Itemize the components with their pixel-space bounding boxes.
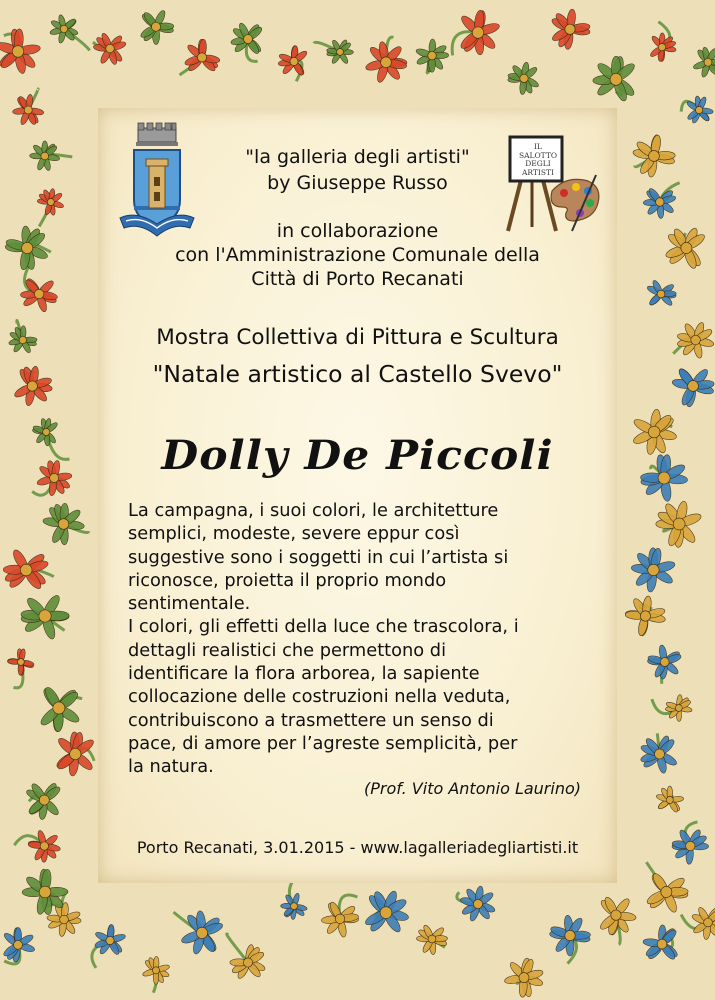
exhibition-title: "Natale artistico al Castello Svevo" [152, 360, 563, 388]
critique-line: identificare la flora arborea, la sapiente [128, 663, 480, 685]
organizer-name: "la galleria degli artisti" [245, 146, 470, 168]
critique-line: sentimentale. [128, 593, 251, 615]
exhibition-type: Mostra Collettiva di Pittura e Scultura [156, 325, 559, 350]
artist-name: Dolly De Piccoli [161, 432, 554, 479]
critique-line: riconosce, proietta il proprio mondo [128, 569, 447, 591]
critique-line: La campagna, i suoi colori, le architetture [128, 500, 499, 521]
critique-author: (Prof. Vito Antonio Laurino) [364, 779, 581, 798]
salotto-sign-line: DEGLI [525, 159, 551, 168]
critique-line: la natura. [128, 756, 214, 778]
collaboration-line: in collaborazione [276, 220, 439, 242]
salotto-sign-line: ARTISTI [522, 167, 554, 177]
critique-text [128, 499, 598, 779]
footer-date-website: Porto Recanati, 3.01.2015 - www.lagalleriadegliartisti.it [136, 838, 579, 857]
organizer-byline: by Giuseppe Russo [267, 172, 448, 194]
critique-line: I colori, gli effetti della luce che trascolora, i [128, 616, 519, 638]
critique-line: contribuiscono a trasmettere un senso di [128, 709, 494, 731]
critique-line: suggestive sono i soggetti in cui l’artista si [128, 546, 509, 568]
critique-line: collocazione delle costruzioni nella veduta, [128, 686, 511, 708]
critique-line: semplici, modeste, severe eppur così [128, 523, 460, 545]
collaboration-line: con l'Amministrazione Comunale della [175, 244, 540, 266]
critique-line: pace, di amore per l’agreste semplicità, per [128, 732, 518, 754]
critique-line: dettagli realistici che permettono di [128, 639, 447, 661]
collaboration-line: Città di Porto Recanati [251, 268, 464, 290]
salotto-sign-line: IL SALOTTO [519, 142, 557, 160]
